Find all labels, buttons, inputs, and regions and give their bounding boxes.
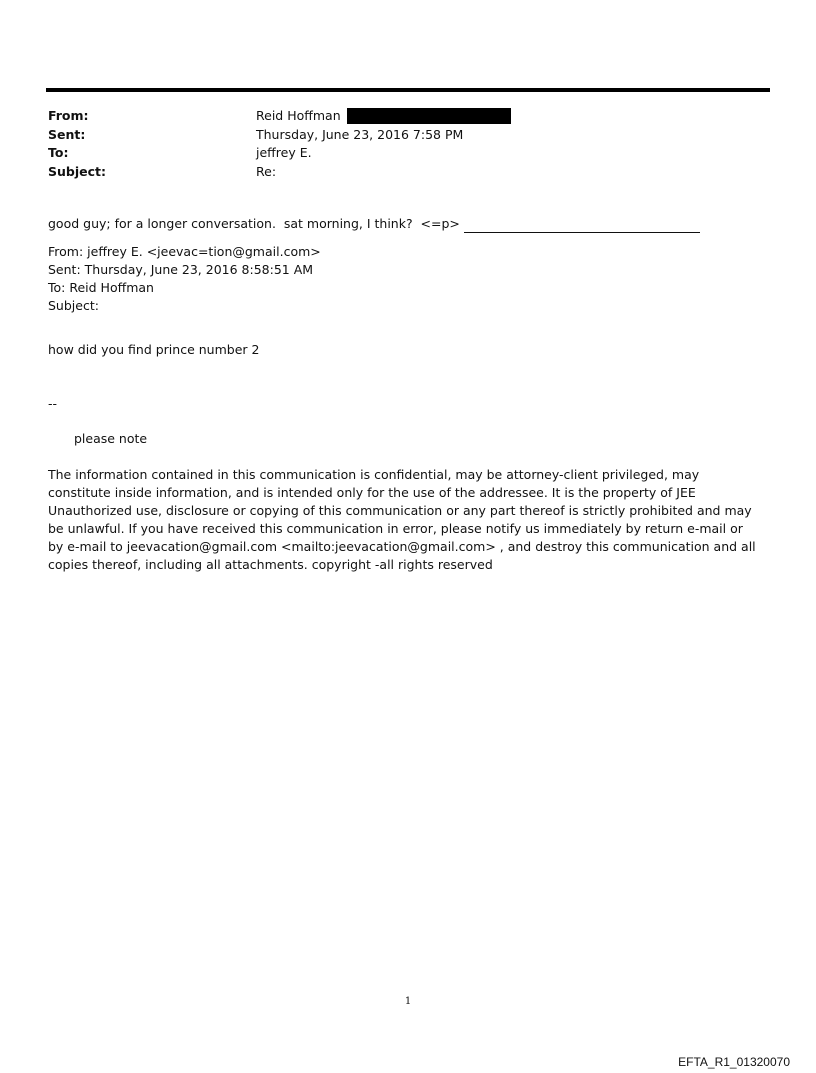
to-label: To: xyxy=(48,145,69,160)
sent-label: Sent: xyxy=(48,126,86,142)
please-note: please note xyxy=(74,431,148,446)
from-row xyxy=(48,107,748,126)
original-from: From: jeffrey E. <jeevac=tion@gmail.com> xyxy=(48,244,321,259)
bates-number: EFTA_R1_01320070 xyxy=(678,1055,790,1069)
to-value: jeffrey E. xyxy=(256,145,312,160)
from-value: Reid Hoffman xyxy=(256,108,341,123)
from-label: From: xyxy=(48,108,89,123)
original-sent: Sent: Thursday, June 23, 2016 8:58:51 AM xyxy=(48,262,314,277)
subject-value: Re: xyxy=(256,163,277,179)
sent-value: Thursday, June 23, 2016 7:58 PM xyxy=(256,126,464,142)
subject-label: Subject: xyxy=(48,163,106,179)
question-text: how did you find prince number 2 xyxy=(48,342,260,357)
email-header xyxy=(48,107,748,181)
disclaimer-text: The information contained in this communication is confidential, may be attorney-client privileged, may constitute inside information, and is intended only for the use of the addressee. It is the property of JEE Unauthorized use, disclosure or copying of this communication or any part thereof is strictly prohibited and may be unlawful. If you have received this communication in error, please notify us immediately by return e-mail or by e-mail to jeevacation@gmail.com <mailto:jeevacation@gmail.com> , and destroy this communication and all copies thereof, including all attachments. copyright -all rights reserved xyxy=(48,467,756,572)
sent-row xyxy=(48,126,748,145)
redaction-block xyxy=(347,108,511,124)
reply-text: good guy; for a longer conversation. sat morning, I think? <=p> xyxy=(48,216,460,231)
subject-row xyxy=(48,163,748,182)
header-divider xyxy=(46,88,770,92)
page-number: 1 xyxy=(404,996,412,1007)
original-subject: Subject: xyxy=(48,298,99,313)
signature-separator: -- xyxy=(48,396,58,411)
reply-line xyxy=(48,215,760,233)
original-message-header xyxy=(48,243,760,315)
reply-underline xyxy=(464,219,700,233)
to-row xyxy=(48,144,748,163)
original-to: To: Reid Hoffman xyxy=(48,280,154,295)
